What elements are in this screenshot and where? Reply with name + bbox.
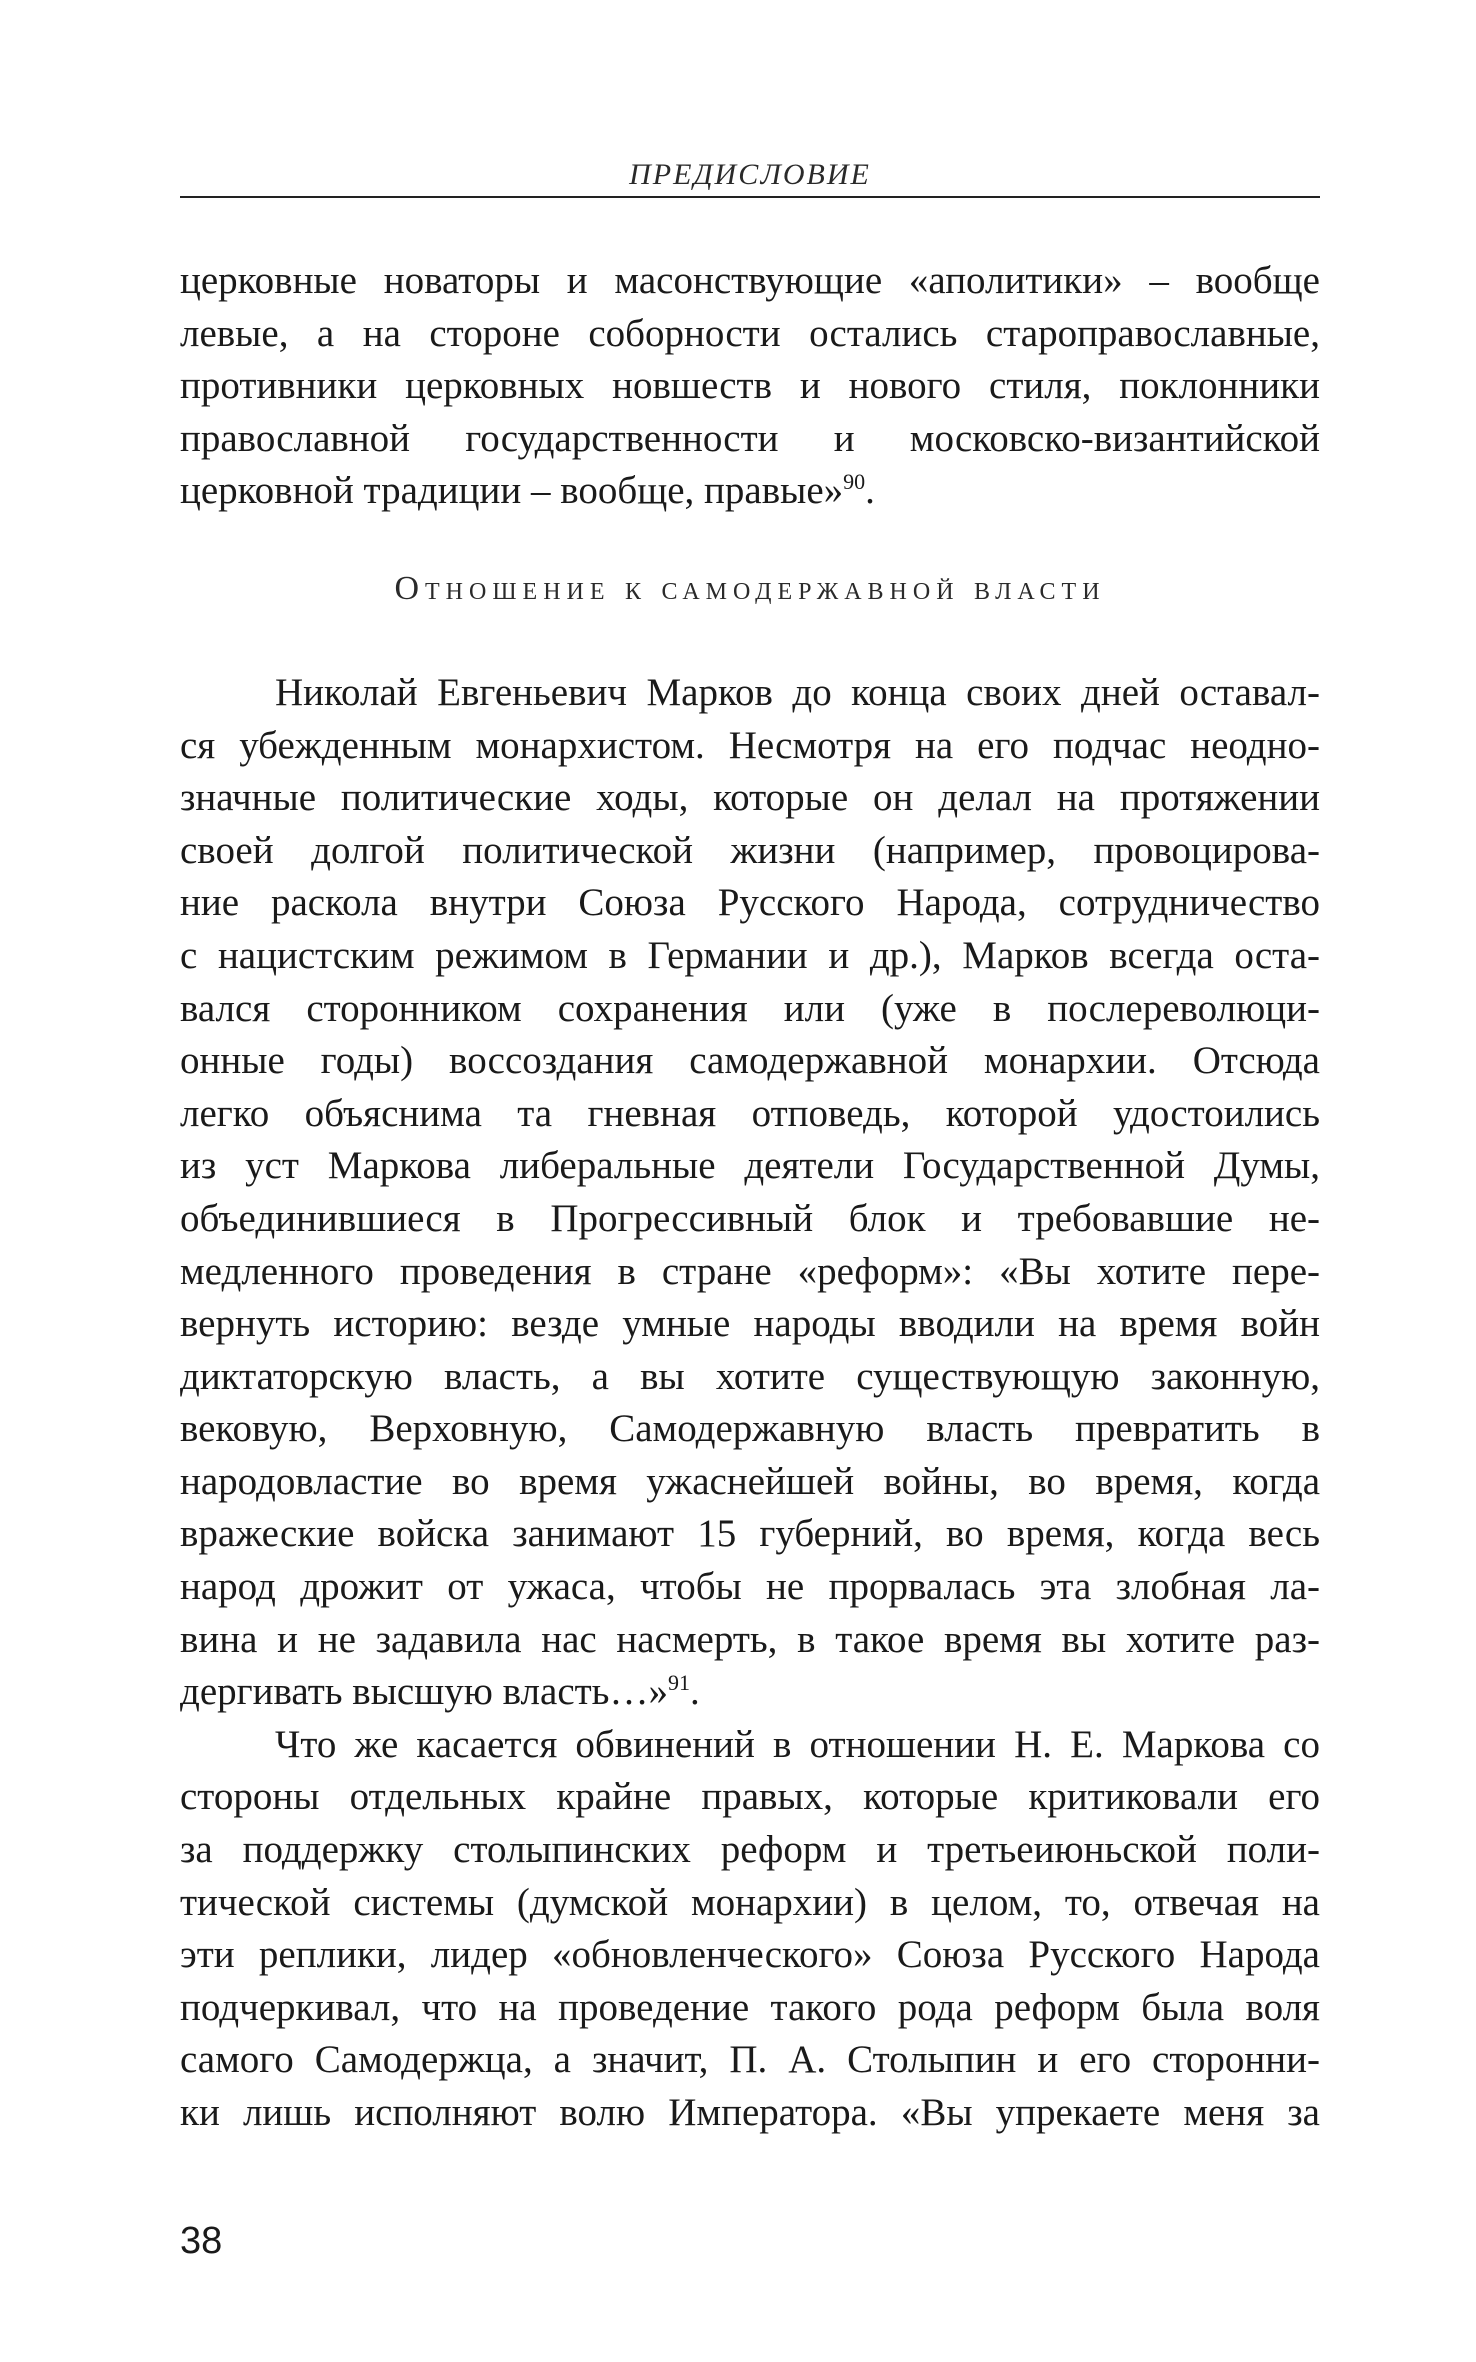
text-line: легко объяснима та гневная отповедь, которой удостоились	[180, 1091, 1320, 1135]
footnote-ref-90[interactable]: 90	[843, 469, 866, 495]
line-end-punctuation: .	[865, 469, 875, 513]
text-line: народ дрожит от ужаса, чтобы не прорвалась эта злобная ла-	[180, 1565, 1320, 1609]
text-line: стороны отдельных крайне правых, которые критиковали его	[180, 1775, 1320, 1819]
paragraph-2	[180, 667, 1320, 1719]
running-head: ПРЕДИСЛОВИЕ	[629, 158, 871, 191]
text-line: за поддержку столыпинских реформ и третьеиюньской поли-	[180, 1828, 1320, 1872]
text-line: церковные новаторы и масонствующие «аполитики» – вообще	[180, 259, 1320, 302]
text-line: подчеркивал, что на проведение такого рода реформ была воля	[180, 1985, 1320, 2029]
text-line: значные политические ходы, которые он делал на протяжении	[180, 776, 1320, 820]
text-line: вековую, Верховную, Самодержавную власть превратить в	[180, 1407, 1320, 1451]
text-line: левые, а на стороне соборности остались староправославные,	[180, 311, 1320, 355]
text-line: вернуть историю: везде умные народы вводили на время войн	[180, 1302, 1320, 1346]
text-line: вражеские войска занимают 15 губерний, во время, когда весь	[180, 1512, 1320, 1556]
footnote-ref-91[interactable]: 91	[667, 1670, 690, 1696]
text-line: самого Самодержца, а значит, П. А. Столыпин и его сторонни-	[180, 2038, 1320, 2082]
text-line: онные годы) воссоздания самодержавной монархии. Отсюда	[180, 1039, 1320, 1083]
line-end-punctuation: .	[689, 1670, 700, 1714]
text-line: Николай Евгеньевич Марков до конца своих дней оставал-	[275, 670, 1320, 714]
text-line: ся убежденным монархистом. Несмотря на его подчас неодно-	[180, 723, 1320, 767]
text-line: из уст Маркова либеральные деятели Государственной Думы,	[180, 1144, 1320, 1188]
text-line: Что же касается обвинений в отношении Н. Е. Маркова со	[275, 1722, 1320, 1766]
text-line-content: церковной традиции – вообще, правые»	[180, 469, 844, 513]
text-line: противники церковных новшеств и нового стиля, поклонники	[180, 364, 1320, 408]
text-line: вина и не задавила нас насмерть, в такое время вы хотите раз-	[180, 1617, 1320, 1661]
text-line: диктаторскую власть, а вы хотите существующую законную,	[180, 1354, 1320, 1398]
header-rule	[180, 196, 1320, 198]
text-line: своей долгой политической жизни (например, провоцирова-	[180, 828, 1320, 872]
text-line: с нацистским режимом в Германии и др.), Марков всегда оста-	[180, 933, 1320, 977]
paragraph-1	[180, 255, 1320, 518]
body-text	[180, 255, 1320, 2140]
text-line: медленного проведения в стране «реформ»: «Вы хотите пере-	[180, 1249, 1320, 1293]
paragraph-3	[180, 1719, 1320, 2140]
text-line-content: дергивать высшую власть…»	[180, 1670, 668, 1714]
text-line: ки лишь исполняют волю Императора. «Вы упрекаете меня за	[180, 2091, 1320, 2134]
section-heading: Отношение к самодержавной власти	[394, 569, 1106, 607]
text-line: ние раскола внутри Союза Русского Народа, сотрудничество	[180, 881, 1320, 925]
text-line-last	[180, 465, 1320, 518]
text-line: эти реплики, лидер «обновленческого» Союза Русского Народа	[180, 1933, 1320, 1977]
text-line: народовластие во время ужаснейшей войны, во время, когда	[180, 1459, 1320, 1503]
text-line: православной государственности и московско-византийской	[180, 416, 1320, 460]
page-number: 38	[180, 2220, 223, 2262]
text-line: тической системы (думской монархии) в целом, то, отвечая на	[180, 1880, 1320, 1924]
text-line-last	[180, 1666, 1320, 1719]
text-line: объединившиеся в Прогрессивный блок и требовавшие не-	[180, 1196, 1320, 1240]
text-line: вался сторонником сохранения или (уже в послереволюци-	[180, 986, 1320, 1030]
